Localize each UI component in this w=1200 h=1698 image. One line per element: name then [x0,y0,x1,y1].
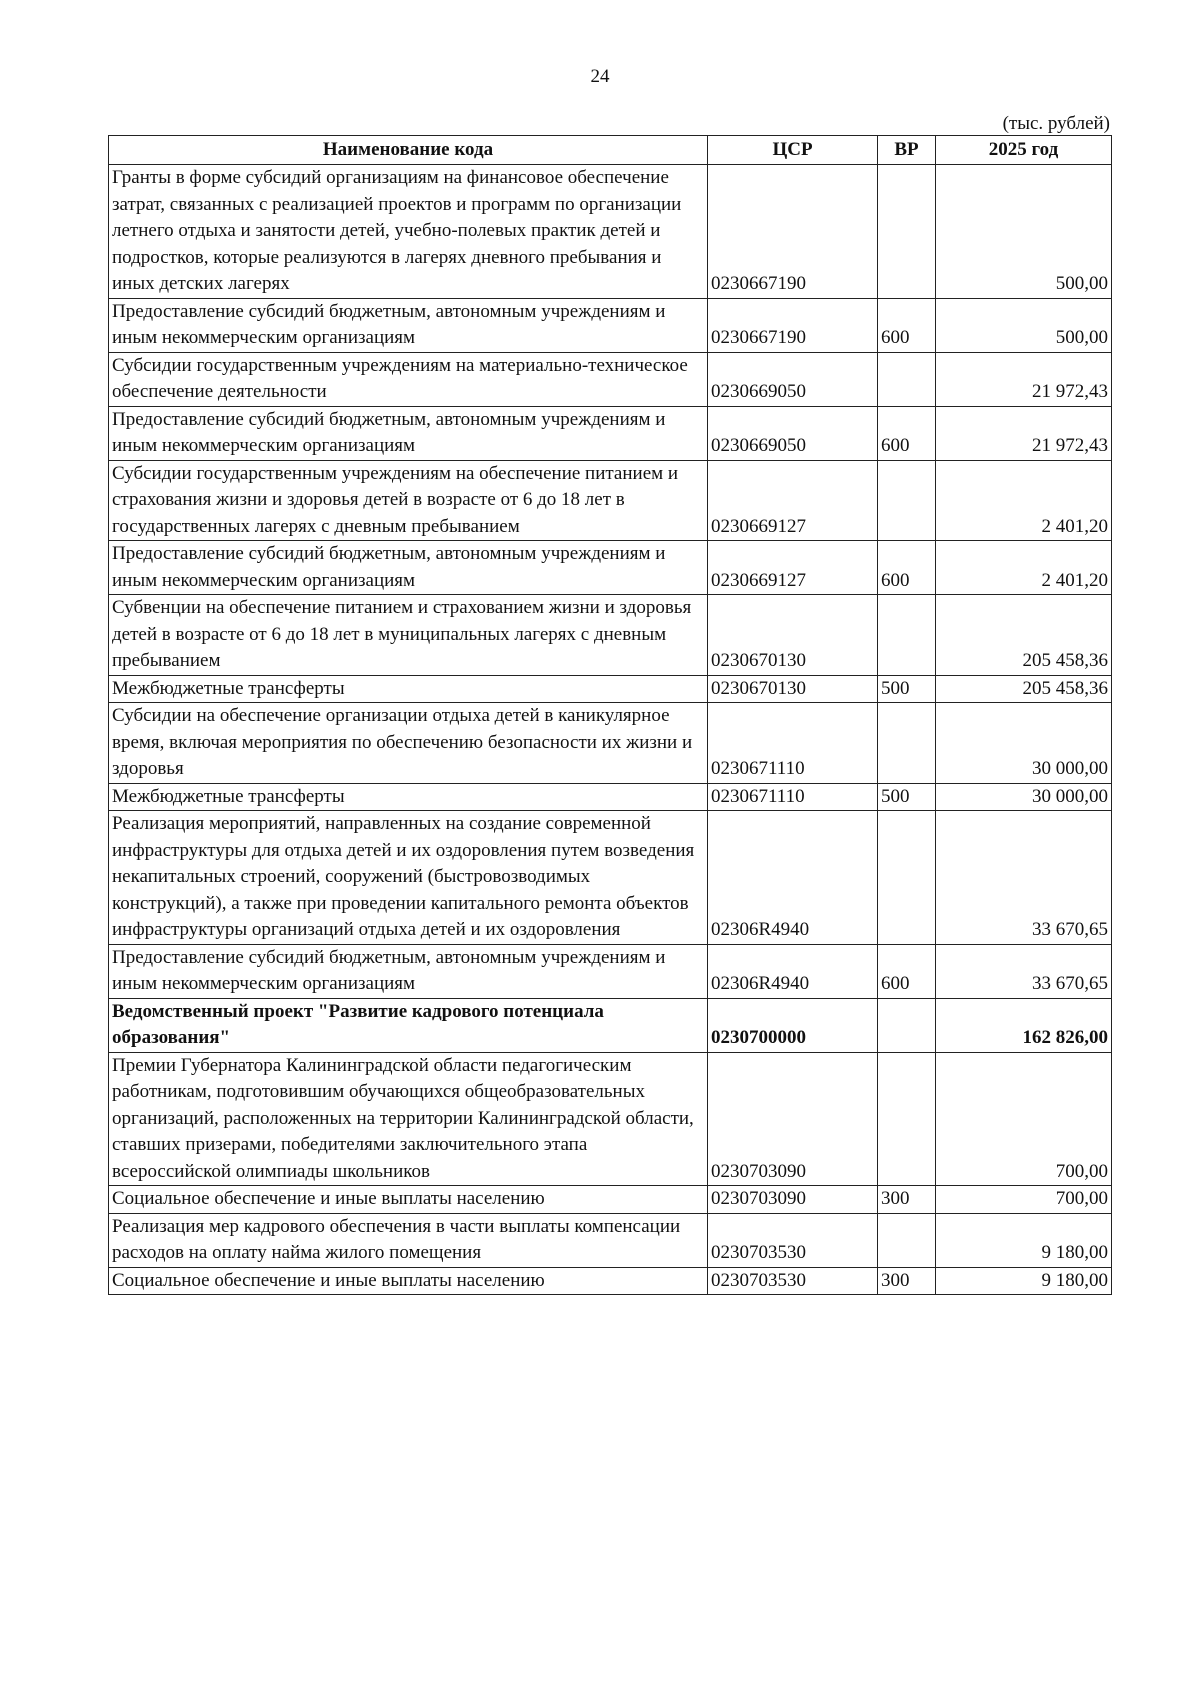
row-csr: 02306R4940 [708,811,878,945]
row-name: Предоставление субсидий бюджетным, автономным учреждениям и иным некоммерческим организациям [109,406,708,460]
row-amount: 2 401,20 [936,460,1112,541]
row-csr: 0230700000 [708,998,878,1052]
row-name: Межбюджетные трансферты [109,675,708,703]
row-amount: 9 180,00 [936,1213,1112,1267]
table-row [109,1267,1112,1295]
row-vr [878,703,936,784]
row-vr [878,352,936,406]
row-amount: 500,00 [936,165,1112,299]
row-csr: 0230671110 [708,703,878,784]
row-vr: 500 [878,783,936,811]
row-amount: 205 458,36 [936,675,1112,703]
table-header [109,136,1112,165]
row-amount: 205 458,36 [936,595,1112,676]
row-name: Премии Губернатора Калининградской области педагогическим работникам, подготовившим обучающихся общеобразовательных организаций, расположенных на территории Калининградской области, ставших призерами, победителями заключительного этапа всероссийской олимпиады школьников [109,1052,708,1186]
table-row [109,783,1112,811]
table-row [109,675,1112,703]
row-name: Ведомственный проект "Развитие кадрового потенциала образования" [109,998,708,1052]
row-csr: 0230669050 [708,352,878,406]
row-vr [878,1052,936,1186]
row-amount: 30 000,00 [936,783,1112,811]
row-name: Предоставление субсидий бюджетным, автономным учреждениям и иным некоммерческим организациям [109,298,708,352]
row-name: Субсидии государственным учреждениям на материально-техническое обеспечение деятельности [109,352,708,406]
row-amount: 33 670,65 [936,811,1112,945]
table-row [109,165,1112,299]
row-vr [878,595,936,676]
units-note: (тыс. рублей) [1002,113,1110,134]
header-year: 2025 год [936,136,1112,165]
row-amount: 21 972,43 [936,406,1112,460]
row-vr [878,165,936,299]
row-csr: 0230703530 [708,1213,878,1267]
row-vr [878,1213,936,1267]
row-csr: 0230703090 [708,1052,878,1186]
row-name: Предоставление субсидий бюджетным, автономным учреждениям и иным некоммерческим организациям [109,944,708,998]
table-row [109,703,1112,784]
row-csr: 0230667190 [708,165,878,299]
row-csr: 0230669127 [708,460,878,541]
row-csr: 0230670130 [708,675,878,703]
row-vr: 600 [878,944,936,998]
table-row [109,352,1112,406]
page-number: 24 [590,66,610,87]
row-csr: 0230703090 [708,1186,878,1214]
table-row [109,406,1112,460]
row-amount: 700,00 [936,1186,1112,1214]
table-row [109,1213,1112,1267]
row-amount: 2 401,20 [936,541,1112,595]
header-vr: ВР [878,136,936,165]
row-amount: 30 000,00 [936,703,1112,784]
budget-table [108,135,1112,1295]
row-name: Гранты в форме субсидий организациям на финансовое обеспечение затрат, связанных с реализацией проектов и программ по организации летнего отдыха и занятости детей, учебно-полевых практик детей и подростков, которые реализуются в лагерях дневного пребывания и иных детских лагерях [109,165,708,299]
row-name: Предоставление субсидий бюджетным, автономным учреждениям и иным некоммерческим организациям [109,541,708,595]
row-vr [878,998,936,1052]
row-name: Субсидии государственным учреждениям на обеспечение питанием и страхования жизни и здоровья детей в возрасте от 6 до 18 лет в государственных лагерях с дневным пребыванием [109,460,708,541]
row-vr [878,460,936,541]
row-csr: 0230669127 [708,541,878,595]
row-amount: 162 826,00 [936,998,1112,1052]
header-row [109,136,1112,165]
table-row [109,595,1112,676]
row-csr: 0230703530 [708,1267,878,1295]
row-vr: 600 [878,406,936,460]
row-vr: 300 [878,1186,936,1214]
row-csr: 0230670130 [708,595,878,676]
table-row [109,1052,1112,1186]
row-csr: 02306R4940 [708,944,878,998]
row-csr: 0230671110 [708,783,878,811]
table-row [109,298,1112,352]
row-name: Социальное обеспечение и иные выплаты населению [109,1186,708,1214]
table-row [109,541,1112,595]
table-body [109,165,1112,1295]
row-name: Субвенции на обеспечение питанием и страхованием жизни и здоровья детей в возрасте от 6 до 18 лет в муниципальных лагерях с дневным пребыванием [109,595,708,676]
row-name: Реализация мероприятий, направленных на создание современной инфраструктуры для отдыха детей и их оздоровления путем возведения некапитальных строений, сооружений (быстровозводимых конструкций), а также при проведении капитального ремонта объектов инфраструктуры организаций отдыха детей и их оздоровления [109,811,708,945]
row-csr: 0230669050 [708,406,878,460]
row-amount: 500,00 [936,298,1112,352]
row-name: Социальное обеспечение и иные выплаты населению [109,1267,708,1295]
row-amount: 9 180,00 [936,1267,1112,1295]
row-vr: 600 [878,541,936,595]
row-vr: 600 [878,298,936,352]
table-row [109,811,1112,945]
row-name: Субсидии на обеспечение организации отдыха детей в каникулярное время, включая мероприятия по обеспечению безопасности их жизни и здоровья [109,703,708,784]
table-row [109,944,1112,998]
row-name: Межбюджетные трансферты [109,783,708,811]
table-row [109,1186,1112,1214]
row-vr [878,811,936,945]
row-vr: 300 [878,1267,936,1295]
header-csr: ЦСР [708,136,878,165]
row-vr: 500 [878,675,936,703]
row-amount: 21 972,43 [936,352,1112,406]
row-csr: 0230667190 [708,298,878,352]
row-amount: 700,00 [936,1052,1112,1186]
row-amount: 33 670,65 [936,944,1112,998]
row-name: Реализация мер кадрового обеспечения в части выплаты компенсации расходов на оплату найма жилого помещения [109,1213,708,1267]
table-row [109,460,1112,541]
header-name: Наименование кода [109,136,708,165]
table-row [109,998,1112,1052]
